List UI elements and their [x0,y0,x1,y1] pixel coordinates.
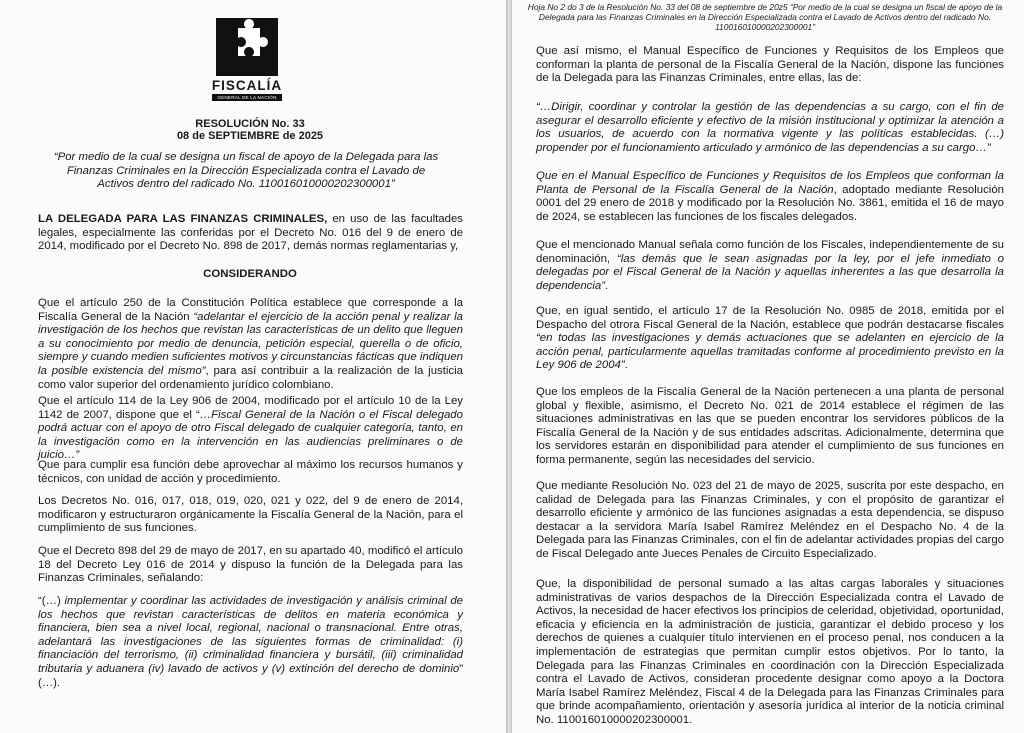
considerando-heading: CONSIDERANDO [203,268,297,280]
resolution-number: RESOLUCIÓN No. 33 [195,118,305,130]
paragraph-quote: “en todas las investigaciones y demás actuaciones que se adelanten en ejercicio de la acción penal, particularmente aquellas tramitadas conforme al procedimiento previsto en la Ley 906 de 2004” [536,332,1004,372]
paragraph-article-250 [38,297,463,392]
paragraph-text: “(…) [38,595,65,607]
logo-subtitle: GENERAL DE LA NACIÓN [212,94,282,101]
paragraph-text: Que el artículo 114 de la Ley 906 de 2004, modificado por el artículo 10 de la Ley 1142 de 2007, dispone que el “ [38,395,463,421]
paragraph-funcion-fiscales [536,239,1004,293]
paragraph-text: . [624,359,628,372]
paragraph-article-114 [38,395,463,463]
paragraph-designacion: Que, la disponibilidad de personal sumado a las altas cargas laborales y situaciones administrativas de varios despachos de la Dirección Especializada contra el Lavado de Activos, la necesidad de hacer efectivos los principios de celeridad, objetividad, oportunidad, eficacia y eficiencia en la administración de justicia, garantizar el debido proceso y los derechos de quienes a cualquier título intervienen en el proceso penal, nos conducen a la implementación de estrategias que permitan cumplir estos objetivos. Por lo tanto, la Delegada para las Finanzas Criminales en coordinación con la Dirección Especializada contra el Lavado de Activos, consideran procedente designar como apoyo a la Doctora María Isabel Ramírez Meléndez, Fiscal 4 de la Delegada para las Finanzas Criminales para que brinde acompañamiento, orientación y asesoría jurídica al interior de la noticia criminal No. 110016010000202300001. [536,578,1004,726]
preamble-text: en uso de las facultades legales, especialmente las conferidas por el Decreto No. 016 del 9 de enero de 2014, modificado por el Decreto No. 898 de 2017, demás normas reglamentarias y, [38,213,463,253]
paragraph-manual-quote: “…Dirigir, coordinar y controlar la gestión de las dependencias a su cargo, con el fin de asegurar el desarrollo eficiente y efectivo de la misión institucional y optimizar la atención a los usuarios, de acuerdo con la normativa vigente y las políticas establecidas. (…) propender por el funcionamiento articulado y armónico de las dependencias a su cargo…” [536,101,1004,154]
paragraph-text: Que el artículo 250 de la Constitución Política establece que corresponde a la Fiscalía General de la Nación [38,297,463,323]
preamble [38,213,463,254]
resolution-date: 08 de SEPTIEMBRE de 2025 [176,130,324,142]
paragraph-text: , adoptado mediante Resolución 0001 del 29 enero de 2018 y modificado por la Resolución No. 3861, emitida el 16 de mayo de 2024, se establecen las funciones de los fiscales delegados. [536,183,1004,223]
paragraph-resolucion-023: Que mediante Resolución No. 023 del 21 de mayo de 2025, suscrita por este despacho, en calidad de Delegada para las Finanzas Criminales, y con el propósito de garantizar el desarrollo eficiente y armónico de las funciones asignadas a esta dependencia, se dispuso destacar a la servidora María Isabel Ramírez Meléndez en el Despacho No. 4 de la Delegada para las Finanzas Criminales, con el fin de adelantar actividades propias del cargo de Fiscal Delegado ante Jueces Penales de Circuito Especializado. [536,480,1004,560]
paragraph-text: Que el mencionado Manual señala como función de los Fiscales, independientemente de su denominación, [536,239,1004,265]
resolution-subject: “Por medio de la cual se designa un fiscal de apoyo de la Delegada para las Finanzas Criminales en la Dirección Especializada contra el Lavado de Activos dentro del radicado No. 110016010000202300001” [53,151,439,191]
paragraph-quote: …Fiscal General de la Nación o el Fiscal delegado podrá actuar con el apoyo de otro Fiscal delegado de cualquier categoría, tanto, en la investigación como en la intervención en las audiencias preliminares o de juicio…” [38,408,463,462]
page-2-header: Hoja No 2 do 3 de la Resolución No. 33 del 08 de septiembre de 20z5 “Por medio de la cual se designa un fiscal de apoyo de la Delegada para las Finanzas Criminales en la Dirección Especializada contra el Lavado de Activos dentro del radicado No. 110016010000202300001” [527,2,1003,32]
document-page-1 [0,0,506,733]
paragraph-quote: implementar y coordinar las actividades de investigación y análisis criminal de los hechos que revistan características de delitos en materia económica y financiera, bien sea a nivel local, regional, nacional o transnacional. Entre otras, adelantará las investigaciones de las siguientes formas de criminalidad: (i) financiación del terrorismo, (ii) criminalidad financiera y bursátil, (iii) criminalidad tributaria y aduanera (iv) lavado de activos y (v) extinción del derecho de dominio [38,595,464,675]
paragraph-text: , para así contribuir a la realización de la justicia como valor superior del ordenamiento jurídico colombiano. [38,364,463,391]
preamble-authority: LA DELEGADA PARA LAS FINANZAS CRIMINALES, [38,213,328,225]
paragraph-planta-global: Que los empleos de la Fiscalía General de la Nación pertenecen a una planta de personal global y flexible, asimismo, el Decreto No. 021 de 2014 establece el régimen de las situaciones administrativas en las que se pueden encontrar los servidores públicos de la Fiscalía General de la Nación y de sus entidades adscritas. Adicionalmente, determina que los servidores estarán en disponibilidad para atender el cumplimiento de sus funciones en forma permanente, según las necesidades del servicio. [536,386,1004,466]
paragraph-decreto-898: Que el Decreto 898 del 29 de mayo de 2017, en su apartado 40, modificó el artículo 18 del Decreto Ley 016 de 2014 y dispuso la función de la Delegada para las Finanzas Criminales, señalando: [38,545,463,585]
paragraph-manual-funciones: Que así mismo, el Manual Específico de Funciones y Requisitos de los Empleos que conforman la planta de personal de la Fiscalía General de la Nación, dispone las funciones de la Delegada para las Finanzas Criminales, entre ellas, las de: [536,45,1004,85]
paragraph-quote: “las demás que le sean asignadas por la ley, por el jefe inmediato o delegadas por el Fiscal General de la Nación y aquellas inherentes a las que desarrolla la dependencia” [536,252,1005,292]
paragraph-decretos: Los Decretos No. 016, 017, 018, 019, 020, 021 y 022, del 9 de enero de 2014, modificaron y estructuraron orgánicamente la Fiscalía General de la Nación, para el cumplimiento de sus funciones. [38,495,463,535]
logo-wordmark: FISCALÍA [211,78,283,93]
paragraph-text: . [605,279,609,292]
paragraph-planta-personal [536,170,1004,224]
puzzle-piece-icon [216,18,278,76]
paragraph-quote: Que en el Manual Específico de Funciones y Requisitos de los Empleos que conforman la Planta de Personal de la Fiscalía General de la Nación [536,170,1004,196]
paragraph-resolucion-0985 [536,305,1004,373]
paragraph-quote: “adelantar el ejercicio de la acción penal y realizar la investigación de los hechos que revistan las características de un delito que lleguen a su conocimiento por medio de denuncia, petición especial, querella o de oficio, siempre y cuando medien suficientes motivos y circunstancias fácticas que indiquen la posible existencia del mismo” [38,310,463,377]
fiscalia-logo [211,18,283,101]
paragraph-functions-quote [38,595,463,690]
paragraph-resources: Que para cumplir esa función debe aprovechar al máximo los recursos humanos y técnicos, con unidad de acción y procedimiento. [38,459,463,485]
paragraph-text: Que, en igual sentido, el artículo 17 de la Resolución No. 0985 de 2018, emitida por el Despacho del otrora Fiscal General de la Nación, establece que podrán destacarse fiscales [536,305,1004,331]
paragraph-text: ” (…). [38,662,463,689]
